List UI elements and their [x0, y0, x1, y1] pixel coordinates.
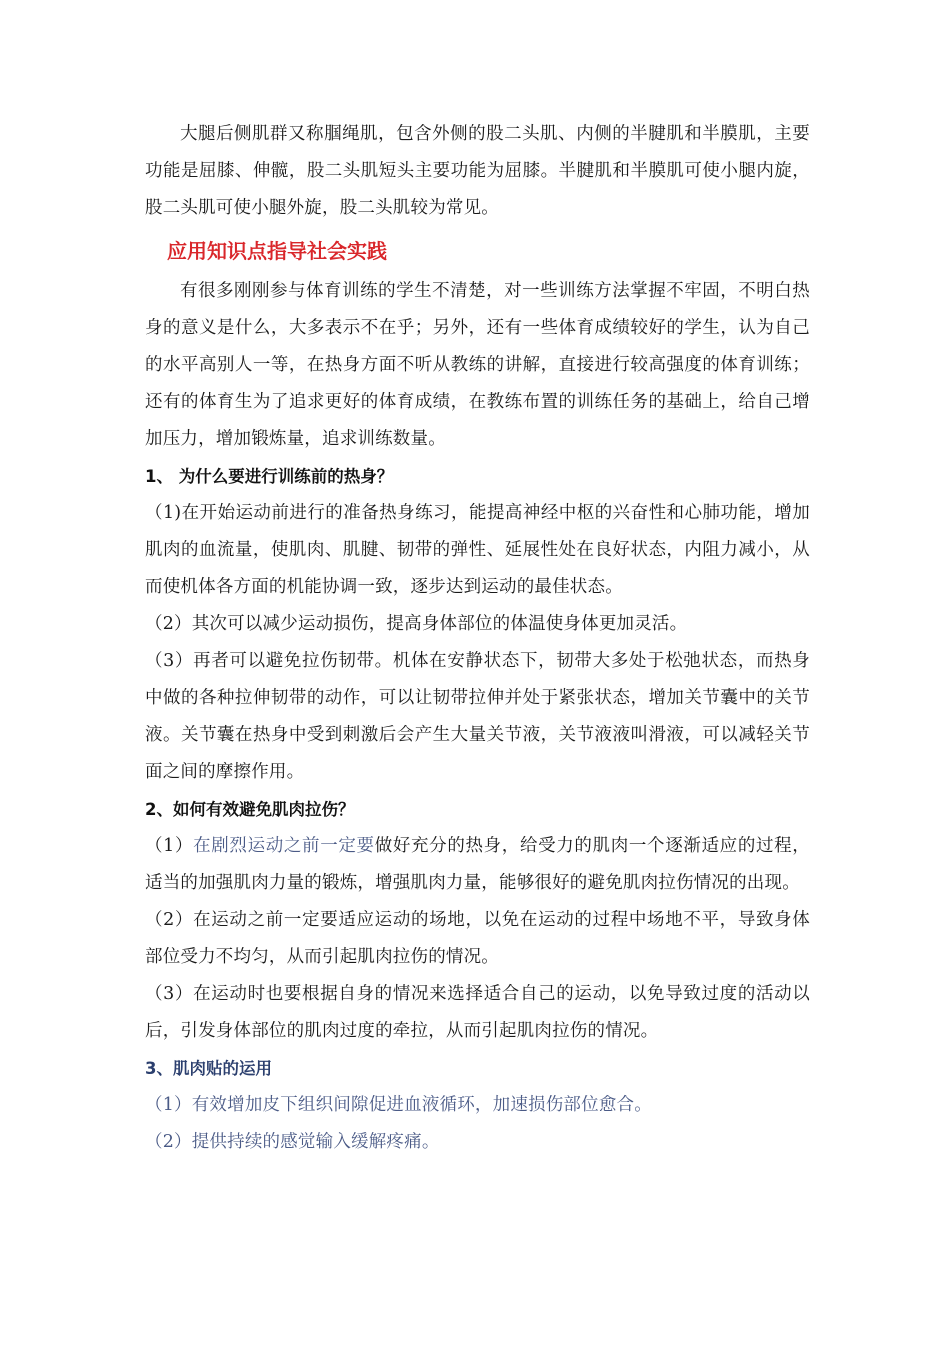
question-1-answer-1: （1)在开始运动前进行的准备热身练习，能提高神经中枢的兴奋性和心肺功能，增加肌肉的血流量，使肌肉、肌腱、韧带的弹性、延展性处在良好状态，内阻力减小，从而使机体各方面的机能协调一致，逐步达到运动的最佳状态。	[145, 503, 810, 597]
answer-number: （1）	[145, 836, 194, 856]
practice-paragraph: 有很多刚刚参与体育训练的学生不清楚，对一些训练方法掌握不牢固，不明白热身的意义是什么，大多表示不在乎；另外，还有一些体育成绩较好的学生，认为自己的水平高别人一等，在热身方面不听从教练的讲解，直接进行较高强度的体育训练；还有的体育生为了追求更好的体育成绩，在教练布置的训练任务的基础上，给自己增加压力，增加锻炼量，追求训练数量。	[145, 281, 810, 449]
question-1-answer-2: （2）其次可以减少运动损伤，提高身体部位的体温使身体更加灵活。	[145, 614, 688, 634]
question-2-answer-2: （2）在运动之前一定要适应运动的场地，以免在运动的过程中场地不平，导致身体部位受力不均匀，从而引起肌肉拉伤的情况。	[145, 910, 810, 967]
section-title: 应用知识点指导社会实践	[167, 239, 387, 263]
question-3-answer-2: （2）提供持续的感觉输入缓解疼痛。	[145, 1132, 440, 1152]
question-2-answer-1	[145, 828, 810, 902]
question-2-title: 2、如何有效避免肌肉拉伤？	[145, 800, 355, 819]
highlighted-phrase: 在剧烈运动之前一定要	[193, 836, 375, 856]
intro-paragraph: 大腿后侧肌群又称腘绳肌，包含外侧的股二头肌、内侧的半腱肌和半膜肌，主要功能是屈膝、伸髋，股二头肌短头主要功能为屈膝。半腱肌和半膜肌可使小腿内旋，股二头肌可使小腿外旋，股二头肌较为常见。	[145, 124, 810, 218]
document-page	[145, 116, 810, 1161]
question-1-title: 1、 为什么要进行训练前的热身？	[145, 467, 394, 486]
answer-text: 做好充分的热身，给受力的肌肉一个逐渐适应的过程，适当的加强肌肉力量的锻炼，增强肌肉力量，能够很好的避免肌肉拉伤情况的出现。	[145, 836, 810, 893]
question-3-title: 3、肌肉贴的运用	[145, 1059, 272, 1078]
question-2-answer-3: （3）在运动时也要根据自身的情况来选择适合自己的运动，以免导致过度的活动以后，引发身体部位的肌肉过度的牵拉，从而引起肌肉拉伤的情况。	[145, 984, 810, 1041]
question-1-answer-3: （3）再者可以避免拉伤韧带。机体在安静状态下，韧带大多处于松弛状态，而热身中做的各种拉伸韧带的动作，可以让韧带拉伸并处于紧张状态，增加关节囊中的关节液。关节囊在热身中受到刺激后会产生大量关节液，关节液液叫滑液，可以减轻关节面之间的摩擦作用。	[145, 651, 810, 782]
question-3-answer-1: （1）有效增加皮下组织间隙促进血液循环，加速损伤部位愈合。	[145, 1095, 652, 1115]
